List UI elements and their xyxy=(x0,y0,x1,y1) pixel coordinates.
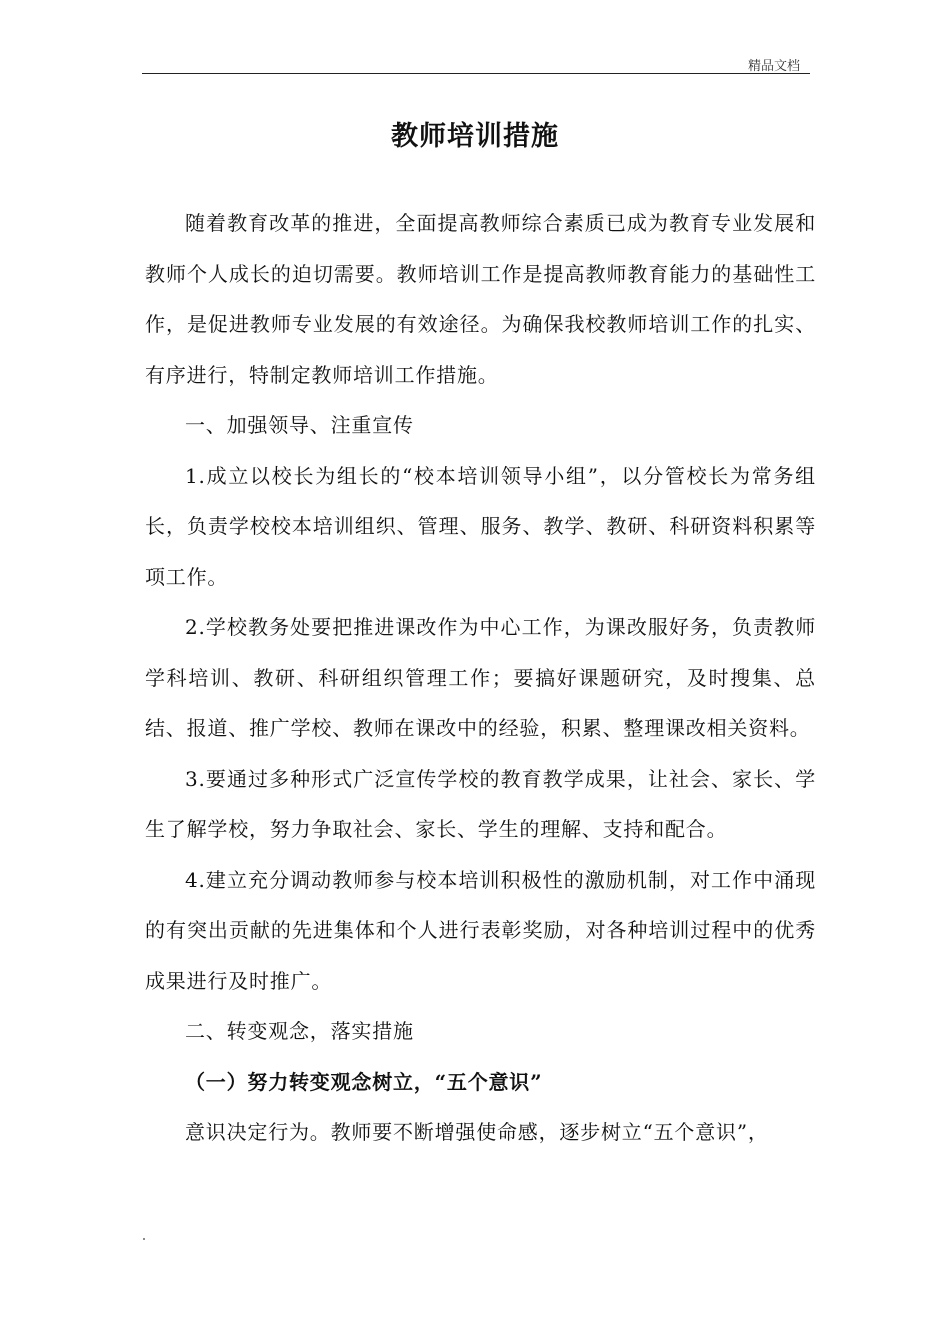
document-body xyxy=(145,198,816,1158)
intro-paragraph: 随着教育改革的推进，全面提高教师综合素质已成为教育专业发展和教师个人成长的迫切需要。教师培训工作是提高教师教育能力的基础性工作，是促进教师专业发展的有效途径。为确保我校教师培训工作的扎实、有序进行，特制定教师培训工作措施。 xyxy=(145,211,816,387)
body-paragraph: 意识决定行为。教师要不断增强使命感，逐步树立“五个意识”， xyxy=(185,1120,769,1144)
header-label: 精品文档 xyxy=(748,59,801,74)
section-heading-2: 二、转变观念，落实措施 xyxy=(185,1019,414,1043)
section-heading-1: 一、加强领导、注重宣传 xyxy=(185,413,414,437)
header-rule xyxy=(142,73,810,74)
item-paragraph-2: 2.学校教务处要把推进课改作为中心工作，为课改服好务，负责教师学科培训、教研、科研组织管理工作；要搞好课题研究，及时搜集、总结、报道、推广学校、教师在课改中的经验，积累、整理课改相关资料。 xyxy=(145,615,816,740)
document-title: 教师培训措施 xyxy=(391,121,559,153)
item-paragraph-4: 4.建立充分调动教师参与校本培训积极性的激励机制，对工作中涌现的有突出贡献的先进集体和个人进行表彰奖励，对各种培训过程中的优秀成果进行及时推广。 xyxy=(145,867,816,993)
footer-dot xyxy=(143,1238,145,1240)
subsection-heading-1: （一）努力转变观念树立，“五个意识” xyxy=(185,1069,543,1094)
item-paragraph-1: 1.成立以校长为组长的“校本培训领导小组”，以分管校长为常务组长，负责学校校本培训组织、管理、服务、教学、教研、科研资料积累等项工作。 xyxy=(145,463,816,589)
item-paragraph-3: 3.要通过多种形式广泛宣传学校的教育教学成果，让社会、家长、学生了解学校，努力争取社会、家长、学生的理解、支持和配合。 xyxy=(145,766,816,841)
